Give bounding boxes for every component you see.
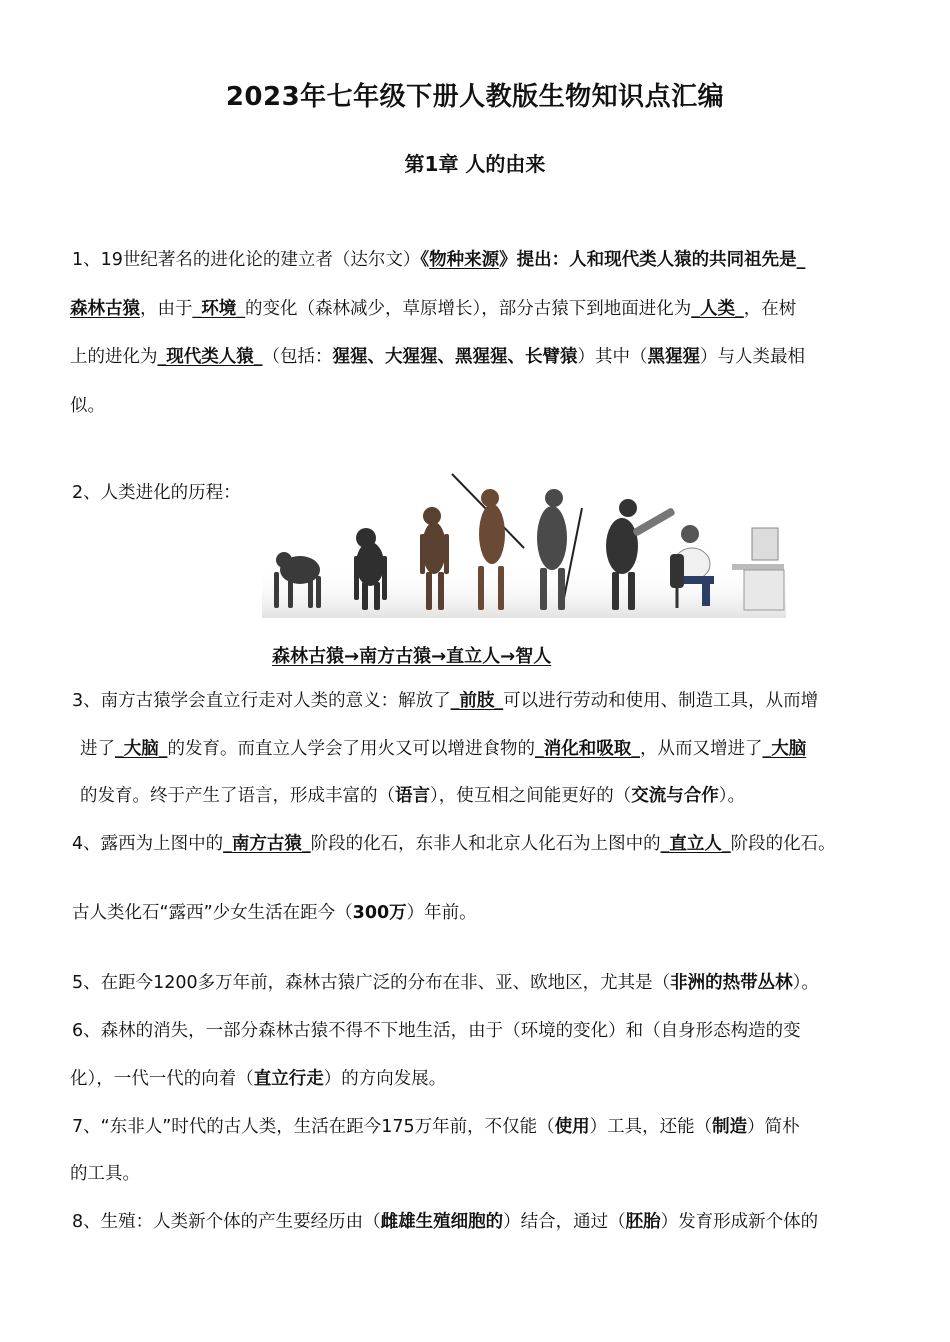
answer: 猩猩、大猩猩、黑猩猩、长臂猿 <box>332 347 578 367</box>
answer: 非洲的热带丛林 <box>670 973 793 993</box>
answer-blank: 森林古猿 <box>70 299 140 319</box>
text: ），使互相之间能更好的（ <box>430 786 632 806</box>
text: ）与人类最相 <box>700 347 805 367</box>
answer-blank: 环境 <box>201 299 237 319</box>
text: 《 <box>420 250 430 270</box>
p3-line1 <box>72 688 818 714</box>
answer: 胚胎 <box>625 1212 661 1232</box>
text: ）结合，通过（ <box>503 1212 626 1232</box>
text: 阶段的化石，东非人和北京人化石为上图中的 <box>310 834 661 854</box>
p4-line1 <box>72 831 836 857</box>
text: 3、南方古猿学会直立行走对人类的意义：解放了 <box>72 691 451 711</box>
p5-line <box>72 970 819 996</box>
answer: 制造 <box>712 1117 748 1137</box>
p3-line2 <box>80 736 806 762</box>
p7-line2: 的工具。 <box>70 1164 140 1184</box>
text: 8、生殖：人类新个体的产生要经历由（ <box>72 1212 381 1232</box>
text: 进了 <box>80 739 115 759</box>
p1-line3 <box>70 344 805 370</box>
p2-label: 2、人类进化的历程： <box>72 483 241 503</box>
page-title: 2023年七年级下册人教版生物知识点汇编 <box>225 82 725 112</box>
p3-line3 <box>80 783 745 809</box>
answer: 300万 <box>352 903 407 923</box>
answer-blank: _现代类人猿_ <box>157 347 263 367</box>
text: ，在树 <box>743 299 797 319</box>
text: （包括： <box>262 347 333 367</box>
answer: 语言 <box>395 786 430 806</box>
p8-line1 <box>72 1209 818 1235</box>
answer-blank: _前肢_ <box>450 691 504 711</box>
answer: 直立行走 <box>253 1069 324 1089</box>
answer: 雌雄生殖细胞的 <box>380 1212 504 1232</box>
text: ）年前。 <box>406 903 477 923</box>
text: 1、19世纪著名的进化论的建立者（达尔文） <box>72 250 421 270</box>
evolution-caption: 森林古猿→南方古猿→直立人→智人 <box>272 646 552 667</box>
text: 化），一代一代的向着（ <box>70 1069 254 1089</box>
text: ，从而又增进了 <box>640 739 763 759</box>
text: ）工具，还能（ <box>589 1117 713 1137</box>
p4b-line <box>72 900 477 926</box>
answer-blank: _大脑_ <box>115 739 168 759</box>
text: 可以进行劳动和使用、制造工具，从而增 <box>503 691 819 711</box>
answer-blank: _直立人_ <box>660 834 731 854</box>
answer-blank: _大脑 <box>762 739 807 759</box>
answer: 使用 <box>554 1117 590 1137</box>
text: 古人类化石“露西”少女生活在距今（ <box>72 903 353 923</box>
p6-line2 <box>70 1066 446 1092</box>
text: ）发育形成新个体的 <box>660 1212 819 1232</box>
chapter-heading: 第1章 人的由来 <box>404 152 546 176</box>
answer: 黑猩猩 <box>647 347 700 367</box>
text: 7、“东非人”时代的古人类，生活在距今175万年前，不仅能（ <box>72 1117 555 1137</box>
text: 上的进化为 <box>70 347 158 367</box>
answer: 交流与合作 <box>631 786 719 806</box>
text: 阶段的化石。 <box>730 834 836 854</box>
text: ，由于_ <box>140 299 202 319</box>
text: 》提出：人和现代类人猿的共同祖先是_ <box>499 250 806 270</box>
p1-line2 <box>70 296 796 322</box>
text: 的发育。终于产生了语言，形成丰富的（ <box>80 786 395 806</box>
text: _的变化（森林减少，草原增长），部分古猿下到地面进化为 <box>236 299 692 319</box>
book-title: 物种来源 <box>429 250 500 270</box>
text: 5、在距今1200多万年前，森林古猿广泛的分布在非、亚、欧地区，尤其是（ <box>72 973 671 993</box>
text: ）简朴 <box>747 1117 800 1137</box>
text: ）其中（ <box>577 347 648 367</box>
answer-blank: _南方古猿_ <box>223 834 311 854</box>
p1-line4: 似。 <box>70 396 105 416</box>
evolution-figures-icon <box>262 468 786 618</box>
text: ）。 <box>718 786 745 806</box>
p1-line1 <box>72 247 805 273</box>
answer-blank: _消化和吸取_ <box>535 739 640 759</box>
text: 4、露西为上图中的 <box>72 834 224 854</box>
answer-blank: _人类_ <box>691 299 744 319</box>
text: ）的方向发展。 <box>323 1069 447 1089</box>
text: 的发育。而直立人学会了用火又可以增进食物的 <box>167 739 535 759</box>
p6-line1: 6、森林的消失，一部分森林古猿不得不下地生活，由于（环境的变化）和（自身形态构造的变 <box>72 1021 801 1041</box>
p7-line1 <box>72 1114 800 1140</box>
human-evolution-image <box>262 468 786 618</box>
text: ）。 <box>792 973 819 993</box>
